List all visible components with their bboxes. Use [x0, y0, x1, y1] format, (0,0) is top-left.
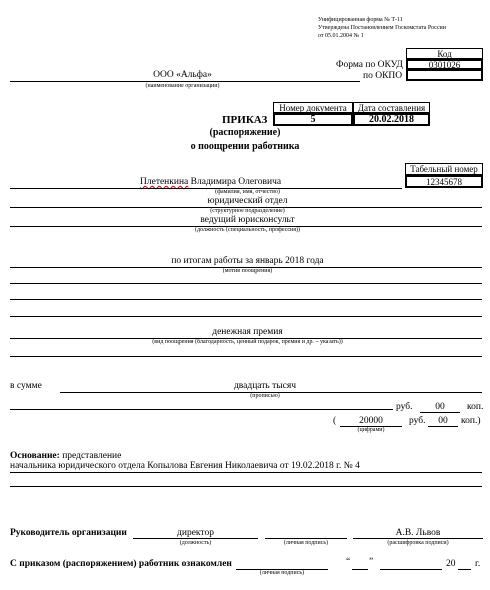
reward-extra-line [10, 356, 482, 357]
ack-year-suffix: г. [475, 559, 481, 569]
ack-quote-close: ” [369, 557, 374, 567]
basis-text1: представление [59, 451, 122, 461]
okpo-label: по ОКПО [363, 71, 403, 81]
amount-words-caption: (прописью) [250, 393, 280, 399]
amount-words: двадцать тысяч [233, 381, 297, 391]
ack-year-prefix: 20 [446, 559, 456, 569]
head-name-caption: (расшифровка подписи) [387, 540, 449, 546]
reason-caption: (мотив поощрения) [222, 268, 273, 274]
form-note-line3: от 05.01.2004 № 1 [318, 33, 364, 39]
amount-rub-label: руб. [396, 402, 413, 412]
amount-open-paren: ( [333, 416, 337, 426]
ack-month-line [380, 569, 442, 570]
tab-number: 12345678 [426, 176, 462, 187]
ack-quote-open: “ [346, 557, 351, 567]
head-label: Руководитель организации [10, 528, 127, 538]
basis-line [10, 472, 482, 473]
ack-day-line [352, 569, 368, 570]
organization-caption: (наименование организации) [145, 83, 220, 89]
code-header: Код [437, 48, 452, 59]
amount-kop-label-2: коп.) [461, 416, 481, 426]
department-caption: (структурное подразделение) [210, 208, 285, 214]
amount-kop-2: 00 [438, 416, 448, 426]
title-prikaz: ПРИКАЗ [222, 114, 268, 126]
amount-digits-caption: (цифрами) [357, 427, 385, 433]
employee-department: юридический отдел [207, 196, 288, 206]
ack-sign-caption: (личная подпись) [259, 570, 305, 576]
order-date: 20.02.2018 [369, 114, 414, 125]
amount-label: в сумме [10, 381, 42, 391]
reason-text: по итогам работы за январь 2018 года [171, 256, 324, 266]
title-subject: о поощрении работника [190, 141, 300, 152]
head-sign-caption: (личная подпись) [283, 540, 329, 546]
employee-position: ведущий юрисконсульт [200, 215, 295, 225]
okud-value: 0301026 [428, 59, 461, 70]
head-sign-line [265, 538, 347, 539]
position-caption: (должность (специальность, профессия)) [195, 227, 300, 233]
employee-name-caption: (фамилия, имя, отчество) [215, 189, 280, 195]
reason-extra-line-3 [10, 316, 482, 317]
basis-label: Основание: [10, 451, 60, 461]
reward-text: денежная премия [212, 327, 283, 337]
ack-year-line [458, 569, 471, 570]
tab-header: Табельный номер [410, 164, 478, 174]
amount-kop-1: 00 [435, 402, 445, 412]
employee-name [140, 177, 281, 188]
organization-line [10, 81, 360, 82]
reward-caption: (вид поощрения (благодарность, ценный подарок, премия и др. – указать)) [152, 339, 343, 345]
okud-label: Форма по ОКУД [336, 60, 403, 70]
head-position-caption: (должность) [179, 540, 212, 546]
date-header: Дата составления [357, 102, 426, 113]
ack-label: С приказом (распоряжением) работник ознакомлен [10, 559, 232, 569]
title-rasporyazhenie: (распоряжение) [209, 127, 281, 138]
employee-given-names: Владимира Олеговича [188, 177, 282, 187]
amount-digits: 20000 [359, 416, 383, 426]
head-name: А.В. Львов [395, 528, 441, 538]
amount-words-line-2 [10, 409, 393, 410]
amount-kop-label: коп. [467, 402, 484, 412]
organization-name: ООО «Альфа» [153, 70, 212, 80]
reason-extra-line-1 [10, 283, 482, 284]
head-name-line [353, 538, 483, 539]
basis-text2: начальника юридического отдела Копылова Евгения Николаевича от 19.02.2018 г. № 4 [10, 461, 360, 471]
reason-extra-line-2 [10, 299, 482, 300]
number-header: Номер документа [279, 102, 347, 113]
head-position: директор [177, 528, 214, 538]
amount-kop-1-line [420, 412, 460, 413]
order-number: 5 [310, 114, 316, 125]
basis-extra-line [10, 486, 482, 487]
form-note-line1: Унифицированная форма № Т-11 [318, 17, 403, 23]
okpo-value [406, 69, 483, 81]
amount-kop-2-line [428, 426, 458, 427]
amount-rub-label-2: руб. [409, 416, 426, 426]
employee-surname: Плетенкина [140, 177, 189, 187]
form-note-line2: Утверждена Постановлением Госкомстата России [318, 25, 446, 31]
head-position-line [133, 538, 258, 539]
